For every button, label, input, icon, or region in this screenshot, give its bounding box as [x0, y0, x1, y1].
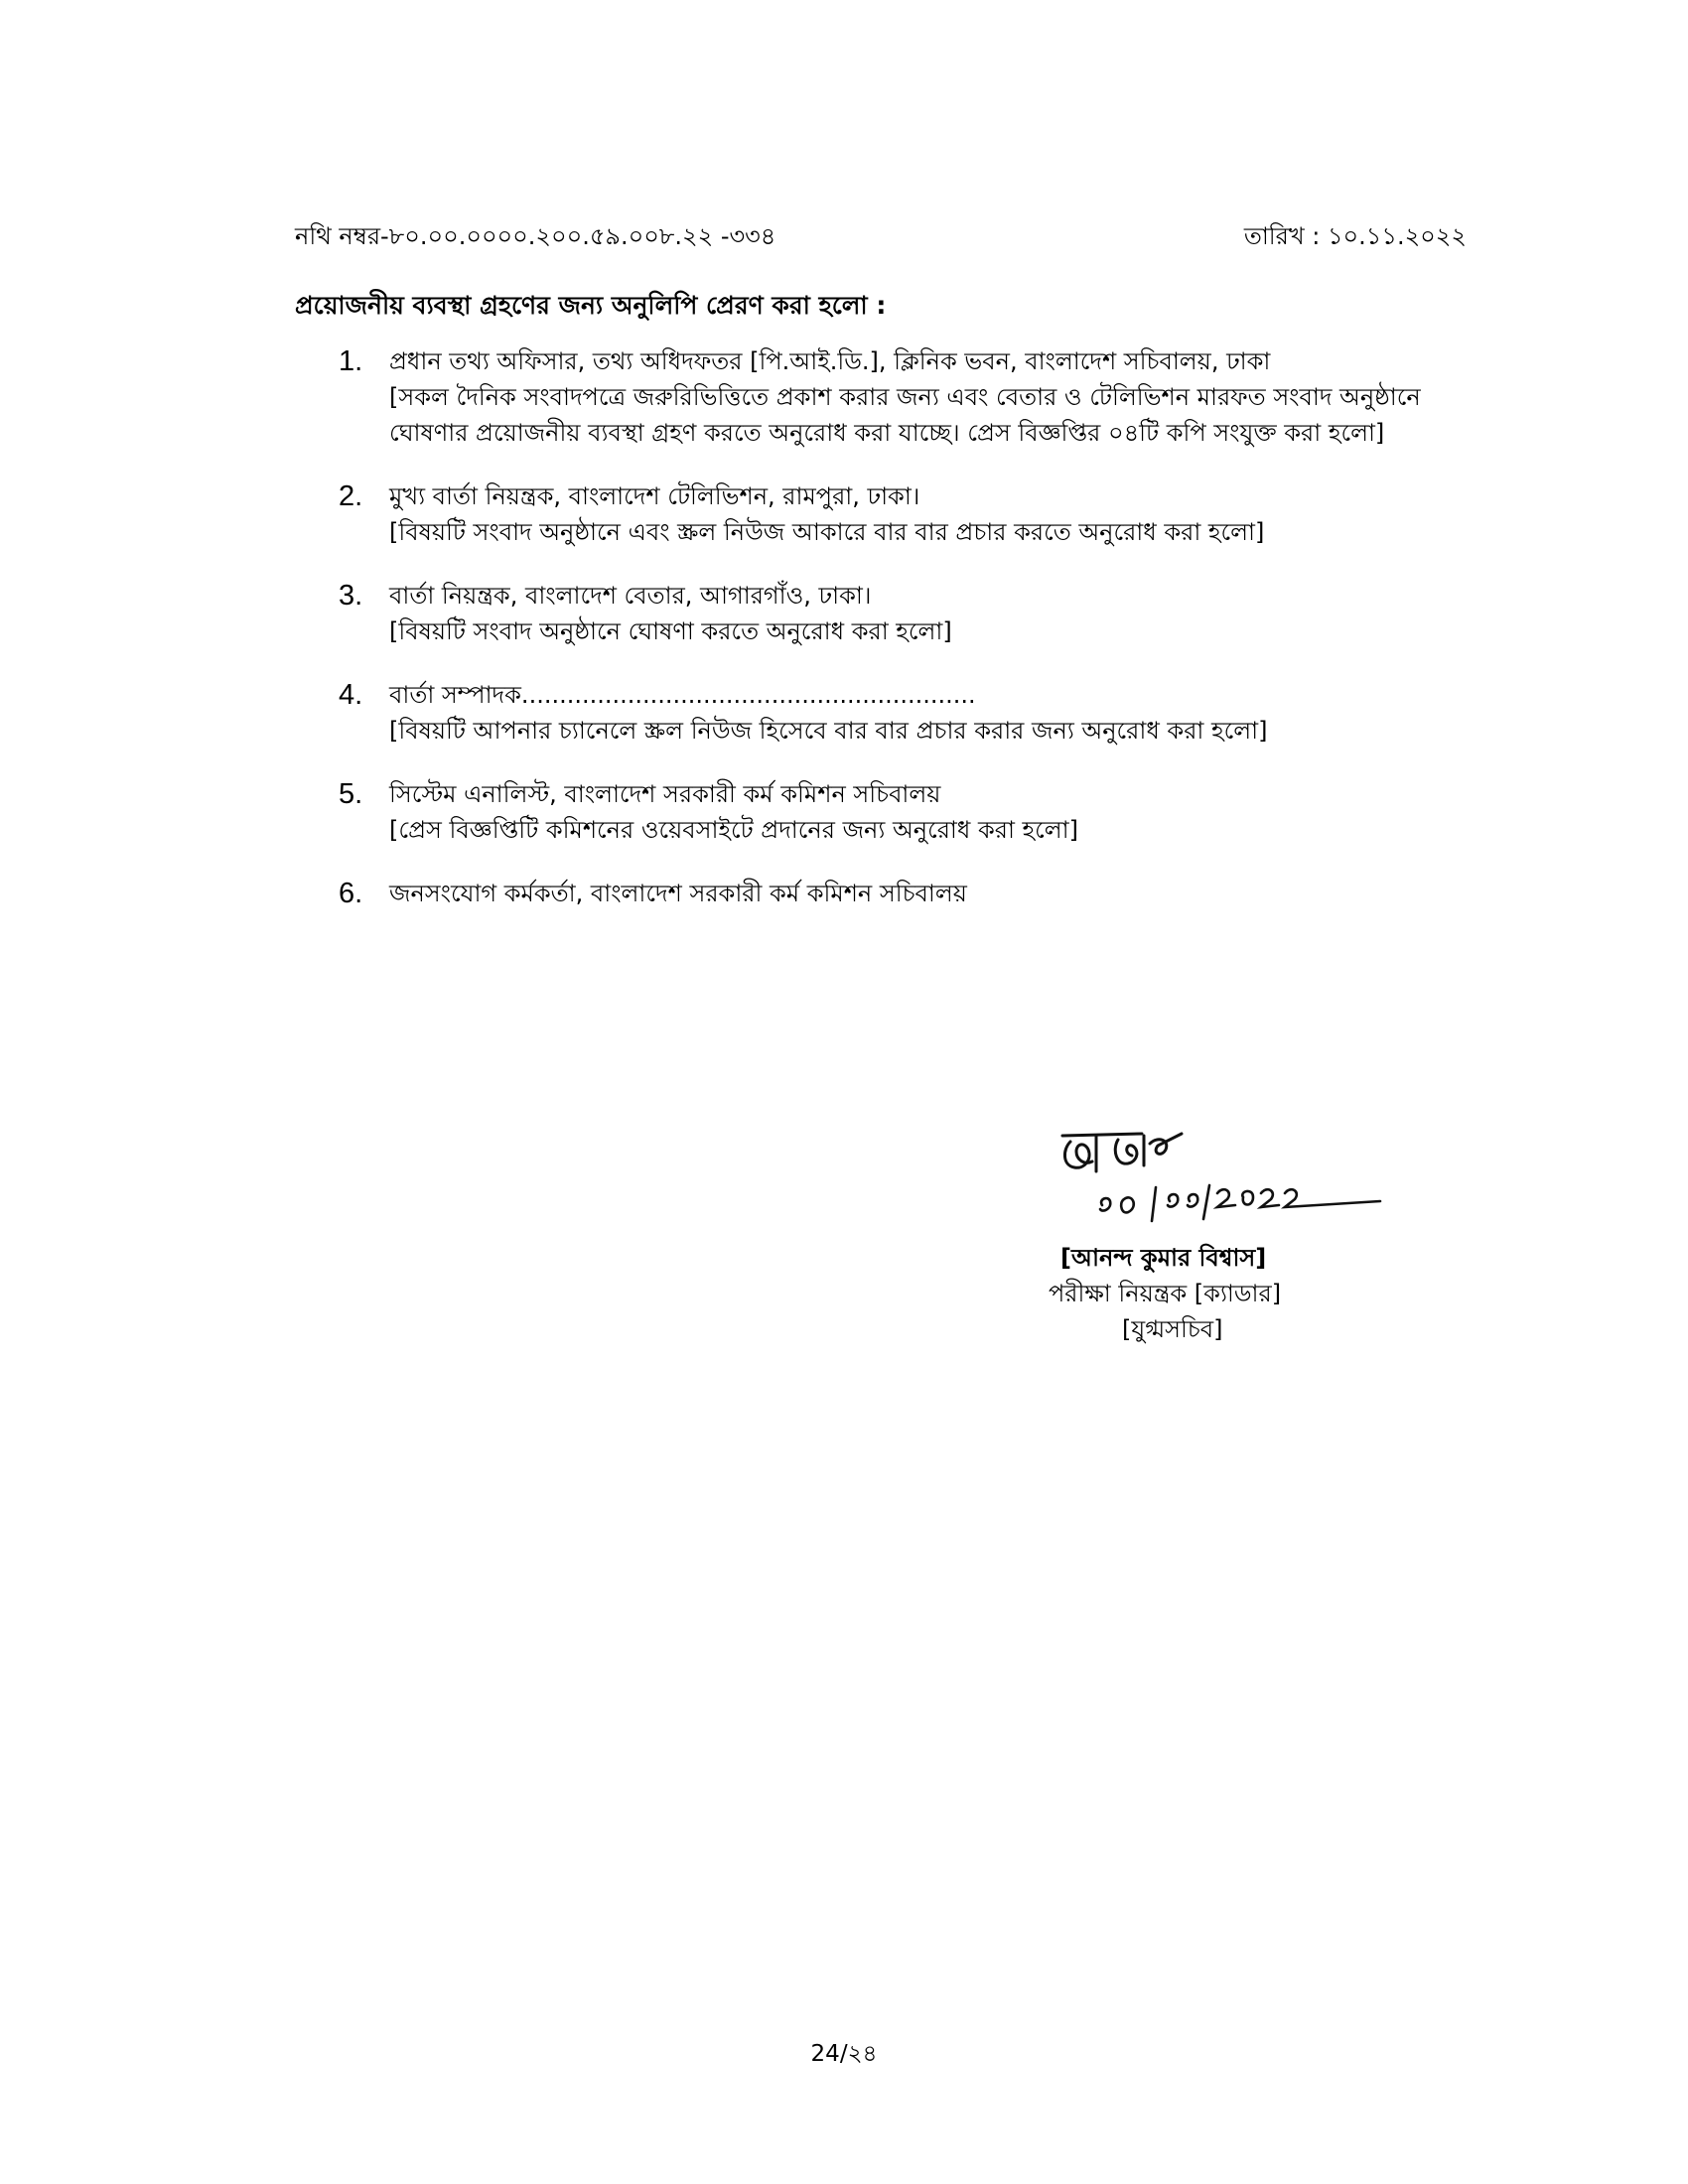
signature-block	[1033, 1122, 1430, 1380]
document-date: তারিখ : ১০.১১.২০২২	[1243, 222, 1467, 250]
reference-number: নথি নম্বর-৮০.০০.০০০০.২০০.৫৯.০০৮.২২ -৩৩৪	[295, 222, 776, 250]
reference-line	[295, 216, 1467, 256]
handwritten-signature	[1033, 1122, 1430, 1241]
recipient-number: 3.	[339, 580, 363, 612]
recipient-number: 4.	[339, 679, 363, 711]
recipient-item	[328, 343, 1470, 451]
recipient-instruction: [সকল দৈনিক সংবাদপত্রে জরুরিভিত্তিতে প্রকাশ করার জন্য এবং বেতার ও টেলিভিশন মারফত সংবাদ অনুষ্ঠানে ঘোষণার প্রয়োজনীয় ব্যবস্থা গ্রহণ করতে অনুরোধ করা যাচ্ছে। প্রেস বিজ্ঞপ্তির ০৪টি কপি সংযুক্ত করা হলো]	[389, 383, 1421, 447]
recipient-address: বার্তা নিয়ন্ত্রক, বাংলাদেশ বেতার, আগারগাঁও, ঢাকা।	[389, 582, 872, 610]
signer-name: [আনন্দ কুমার বিশ্বাস]	[1060, 1244, 1267, 1272]
signer-title: পরীক্ষা নিয়ন্ত্রক [ক্যাডার]	[1049, 1280, 1282, 1307]
page-number: 24/২৪	[810, 2041, 878, 2067]
recipient-address: বার্তা সম্পাদক............................................................	[389, 681, 976, 709]
recipient-address: প্রধান তথ্য অফিসার, তথ্য অধিদফতর [পি.আই.ডি.], ক্লিনিক ভবন, বাংলাদেশ সচিবালয়, ঢাকা	[389, 347, 1271, 375]
recipient-item	[328, 776, 1470, 848]
recipient-item	[328, 876, 1470, 911]
signer-rank: [যুগ্মসচিব]	[1122, 1315, 1223, 1343]
recipient-number: 6.	[339, 878, 363, 909]
recipient-number: 1.	[339, 345, 363, 377]
recipient-instruction: [বিষয়টি আপনার চ্যানেলে স্ক্রল নিউজ হিসেবে বার বার প্রচার করার জন্য অনুরোধ করা হলো]	[389, 717, 1268, 745]
recipient-item	[328, 478, 1470, 550]
recipient-address: মুখ্য বার্তা নিয়ন্ত্রক, বাংলাদেশ টেলিভিশন, রামপুরা, ঢাকা।	[389, 482, 920, 510]
recipient-number: 5.	[339, 778, 363, 810]
recipient-instruction: [প্রেস বিজ্ঞপ্তিটি কমিশনের ওয়েবসাইটে প্রদানের জন্য অনুরোধ করা হলো]	[389, 816, 1078, 844]
recipient-address: জনসংযোগ কর্মকর্তা, বাংলাদেশ সরকারী কর্ম কমিশন সচিবালয়	[389, 880, 967, 907]
distribution-heading: প্রয়োজনীয় ব্যবস্থা গ্রহণের জন্য অনুলিপি প্রেরণ করা হলো :	[295, 291, 887, 320]
recipient-address: সিস্টেম এনালিস্ট, বাংলাদেশ সরকারী কর্ম কমিশন সচিবালয়	[389, 780, 941, 808]
recipient-list	[328, 343, 1470, 939]
recipient-item	[328, 578, 1470, 649]
recipient-number: 2.	[339, 480, 363, 512]
recipient-item	[328, 677, 1470, 749]
recipient-instruction: [বিষয়টি সংবাদ অনুষ্ঠানে ঘোষণা করতে অনুরোধ করা হলো]	[389, 617, 952, 645]
recipient-instruction: [বিষয়টি সংবাদ অনুষ্ঠানে এবং স্ক্রল নিউজ আকারে বার বার প্রচার করতে অনুরোধ করা হলো]	[389, 518, 1265, 546]
